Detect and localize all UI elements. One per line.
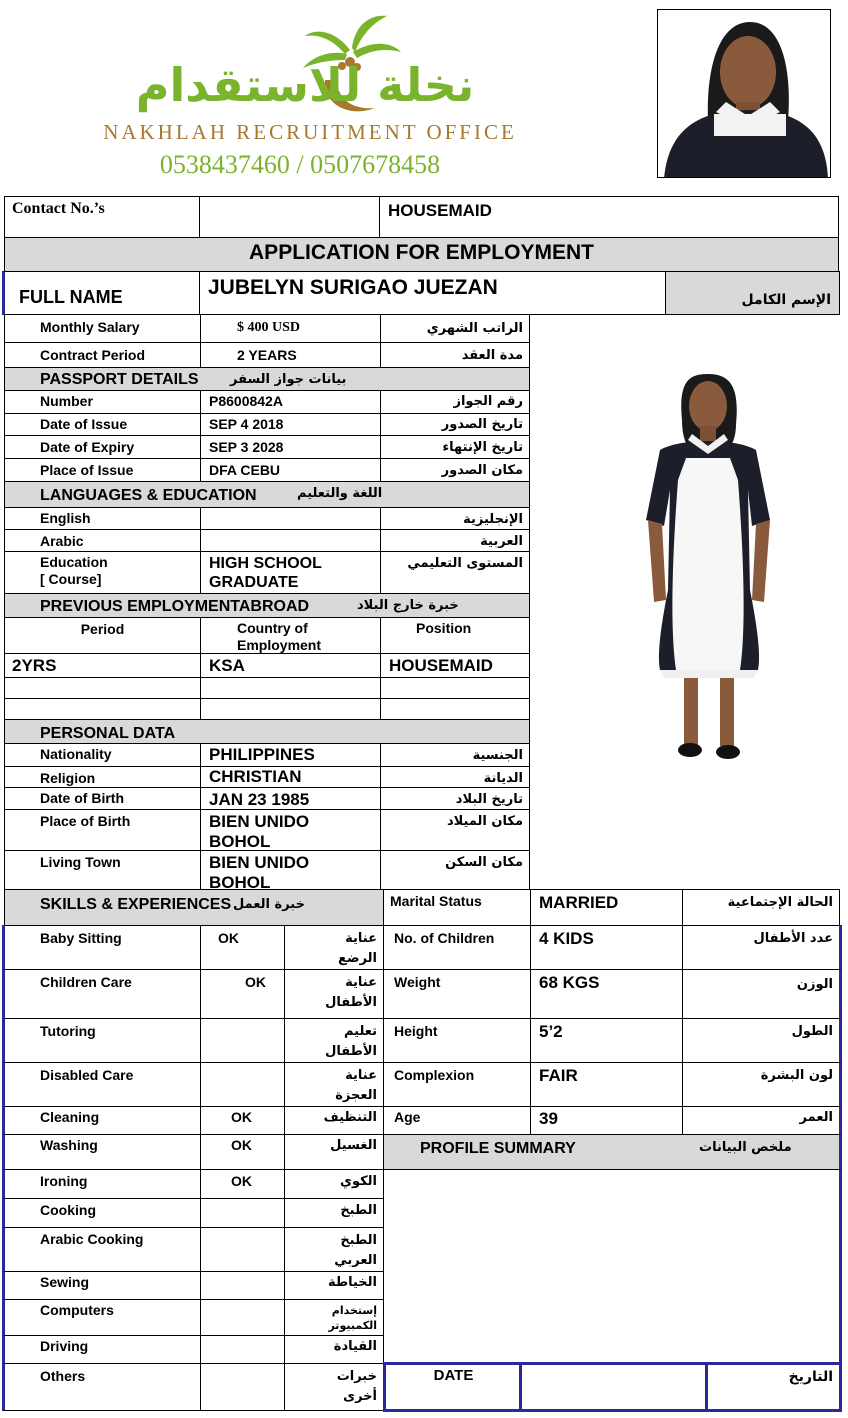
skill-value-computers — [200, 1299, 285, 1336]
previous-empty-cell — [200, 677, 381, 699]
place-of-birth-label: Place of Birth — [4, 809, 201, 851]
logo-arabic-text: نخلة للاستقدام — [135, 58, 475, 112]
age-arabic: العمر — [682, 1106, 842, 1135]
age-label: Age — [383, 1106, 531, 1135]
skill-label-disabled-care: Disabled Care — [2, 1062, 201, 1107]
english-level-field — [200, 507, 381, 530]
profile-summary-header — [383, 1134, 842, 1170]
education-value — [200, 551, 381, 594]
skills-section-title-arabic: خبرة العمل — [233, 897, 305, 912]
skill-arabic-line1: خبرات — [336, 1369, 377, 1384]
education-label-line2: [ Course] — [40, 571, 102, 587]
date-of-expiry-arabic: تاريخ الإنتهاء — [380, 435, 530, 459]
monthly-salary-arabic: الراتب الشهري — [380, 314, 530, 343]
arabic-level-field — [200, 529, 381, 552]
company-logo — [40, 8, 580, 186]
previous-empty-cell — [200, 698, 381, 720]
complexion-arabic: لون البشرة — [682, 1062, 842, 1107]
personal-data-header: PERSONAL DATA — [4, 719, 530, 744]
skill-arabic-line1: عناية — [345, 931, 377, 946]
skill-arabic-line1: إستخدام — [331, 1304, 377, 1317]
skill-arabic-others — [284, 1363, 384, 1411]
skill-arabic-baby-sitting — [284, 925, 384, 970]
skill-label-cooking: Cooking — [2, 1198, 201, 1228]
living-town-arabic: مكان السكن — [380, 850, 530, 890]
date-of-expiry-value: SEP 3 2028 — [200, 435, 381, 459]
height-label: Height — [383, 1018, 531, 1063]
skill-value-arabic-cooking — [200, 1227, 285, 1272]
contact-number-field[interactable] — [199, 196, 380, 238]
education-value-line2: GRADUATE — [209, 574, 299, 591]
date-of-issue-value: SEP 4 2018 — [200, 413, 381, 436]
full-name-arabic-label: الإسم الكامل — [665, 271, 840, 315]
skill-label-arabic-cooking: Arabic Cooking — [2, 1227, 201, 1272]
skill-arabic-disabled-care — [284, 1062, 384, 1107]
religion-arabic: الديانة — [380, 766, 530, 788]
full-body-photo — [590, 340, 830, 770]
previous-period-value: 2YRS — [4, 653, 201, 678]
complexion-label: Complexion — [383, 1062, 531, 1107]
skill-arabic-line1: تعليم — [343, 1024, 377, 1039]
children-arabic: عدد الأطفال — [682, 925, 842, 970]
children-label: No. of Children — [383, 925, 531, 970]
complexion-value: FAIR — [530, 1062, 683, 1107]
languages-section-header — [4, 481, 530, 508]
contract-period-value: 2 YEARS — [200, 342, 381, 368]
place-of-birth-value — [200, 809, 381, 851]
previous-empty-cell — [380, 677, 530, 699]
skill-arabic-computers — [284, 1299, 384, 1336]
skill-label-sewing: Sewing — [2, 1271, 201, 1300]
country-column-header-line1: Country of — [237, 620, 308, 636]
full-name-label: FULL NAME — [2, 271, 200, 315]
previous-position-value: HOUSEMAID — [380, 653, 530, 678]
date-of-expiry-label: Date of Expiry — [4, 435, 201, 459]
period-column-header: Period — [4, 617, 201, 654]
previous-country-value: KSA — [200, 653, 381, 678]
marital-status-value: MARRIED — [530, 889, 683, 926]
contract-period-label: Contract Period — [4, 342, 201, 368]
arabic-label: Arabic — [4, 529, 201, 552]
living-town-line2: BOHOL — [209, 873, 271, 890]
skill-arabic-line2: الأطفال — [325, 995, 377, 1010]
skill-value-washing: OK — [200, 1134, 285, 1170]
passport-section-header — [4, 367, 530, 391]
religion-label: Religion — [4, 766, 201, 788]
religion-value: CHRISTIAN — [200, 766, 381, 788]
skill-value-cooking — [200, 1198, 285, 1228]
skill-label-others: Others — [2, 1363, 201, 1411]
passport-section-title: PASSPORT DETAILS — [40, 371, 199, 388]
skill-arabic-cooking: الطبخ — [284, 1198, 384, 1228]
previous-employment-title-arabic: خبرة خارج البلاد — [357, 598, 459, 613]
skill-arabic-children-care — [284, 969, 384, 1019]
skill-value-baby-sitting: OK — [200, 925, 285, 970]
skills-section-header — [4, 889, 384, 926]
skill-arabic-line1: عناية — [345, 1068, 377, 1083]
skill-arabic-washing: الغسيل — [284, 1134, 384, 1170]
living-town-label: Living Town — [4, 850, 201, 890]
languages-section-title: LANGUAGES & EDUCATION — [40, 487, 257, 504]
skill-value-tutoring — [200, 1018, 285, 1063]
portrait-photo — [657, 9, 831, 178]
skill-arabic-line2: أخرى — [343, 1389, 377, 1404]
skill-arabic-ironing: الكوي — [284, 1169, 384, 1199]
nationality-value: PHILIPPINES — [200, 743, 381, 767]
skill-label-baby-sitting: Baby Sitting — [2, 925, 201, 970]
skill-arabic-sewing: الخياطة — [284, 1271, 384, 1300]
passport-section-title-arabic: بيانات جواز السفر — [230, 372, 347, 387]
weight-arabic: الوزن — [682, 969, 842, 1019]
skill-label-cleaning: Cleaning — [2, 1106, 201, 1135]
place-of-issue-arabic: مكان الصدور — [380, 458, 530, 482]
nationality-arabic: الجنسية — [380, 743, 530, 767]
skill-label-computers: Computers — [2, 1299, 201, 1336]
skill-label-children-care: Children Care — [2, 969, 201, 1019]
position-column-header: Position — [380, 617, 530, 654]
skill-value-cleaning: OK — [200, 1106, 285, 1135]
skill-value-ironing: OK — [200, 1169, 285, 1199]
place-of-birth-arabic: مكان الميلاد — [380, 809, 530, 851]
previous-employment-title: PREVIOUS EMPLOYMENTABROAD — [40, 598, 310, 615]
skill-value-sewing — [200, 1271, 285, 1300]
nationality-label: Nationality — [4, 743, 201, 767]
date-label: DATE — [383, 1362, 522, 1412]
marital-status-arabic: الحالة الإجتماعية — [682, 889, 840, 926]
living-town-value — [200, 850, 381, 890]
skill-value-driving — [200, 1335, 285, 1364]
logo-english-text: NAKHLAH RECRUITMENT OFFICE — [103, 120, 517, 144]
weight-value: 68 KGS — [530, 969, 683, 1019]
header — [0, 0, 848, 196]
education-value-line1: HIGH SCHOOL — [209, 555, 322, 572]
country-column-header-line2: Employment — [237, 637, 322, 653]
skill-label-washing: Washing — [2, 1134, 201, 1170]
education-label-line1: Education — [40, 554, 108, 570]
english-label: English — [4, 507, 201, 530]
skill-arabic-line1: الطبخ — [340, 1233, 377, 1248]
contact-label: Contact No.’s — [4, 196, 200, 238]
passport-number-arabic: رقم الجواز — [380, 390, 530, 414]
skill-value-disabled-care — [200, 1062, 285, 1107]
monthly-salary-value: $ 400 USD — [200, 314, 381, 343]
previous-employment-header — [4, 593, 530, 618]
place-of-issue-value: DFA CEBU — [200, 458, 381, 482]
education-arabic: المستوى التعليمي — [380, 551, 530, 594]
profile-summary-title-arabic: ملخص البيانات — [699, 1140, 792, 1155]
date-of-issue-label: Date of Issue — [4, 413, 201, 436]
skill-arabic-arabic-cooking — [284, 1227, 384, 1272]
date-of-birth-arabic: تاريخ البلاد — [380, 787, 530, 810]
skill-value-children-care: OK — [200, 969, 285, 1019]
arabic-arabic: العربية — [380, 529, 530, 552]
position-applied: HOUSEMAID — [379, 196, 839, 238]
languages-section-title-arabic: اللغة والتعليم — [297, 486, 383, 501]
place-of-birth-line1: BIEN UNIDO — [209, 812, 310, 831]
date-arabic-label: التاريخ — [705, 1362, 842, 1412]
place-of-issue-label: Place of Issue — [4, 458, 201, 482]
living-town-line1: BIEN UNIDO — [209, 853, 310, 872]
skill-label-tutoring: Tutoring — [2, 1018, 201, 1063]
date-field[interactable] — [519, 1362, 708, 1412]
marital-status-label: Marital Status — [383, 889, 531, 926]
country-column-header — [200, 617, 381, 654]
monthly-salary-label: Monthly Salary — [4, 314, 201, 343]
date-of-issue-arabic: تاريخ الصدور — [380, 413, 530, 436]
skill-arabic-driving: القيادة — [284, 1335, 384, 1364]
skill-value-others — [200, 1363, 285, 1411]
skill-arabic-line2: العربي — [334, 1253, 377, 1268]
skill-arabic-cleaning: التنظيف — [284, 1106, 384, 1135]
skills-section-title: SKILLS & EXPERIENCES — [40, 896, 232, 913]
weight-label: Weight — [383, 969, 531, 1019]
profile-summary-box[interactable] — [383, 1169, 842, 1365]
date-of-birth-value: JAN 23 1985 — [200, 787, 381, 810]
passport-number-value: P8600842A — [200, 390, 381, 414]
place-of-birth-line2: BOHOL — [209, 832, 271, 851]
full-name-value: JUBELYN SURIGAO JUEZAN — [199, 271, 666, 315]
age-value: 39 — [530, 1106, 683, 1135]
form-title: APPLICATION FOR EMPLOYMENT — [4, 237, 839, 272]
skill-arabic-line2: الرضع — [338, 951, 377, 966]
previous-empty-row — [4, 677, 201, 699]
skill-arabic-line2: الكمبيوتر — [328, 1319, 377, 1332]
date-of-birth-label: Date of Birth — [4, 787, 201, 810]
education-label — [4, 551, 201, 594]
previous-empty-row — [4, 698, 201, 720]
passport-number-label: Number — [4, 390, 201, 414]
children-value: 4 KIDS — [530, 925, 683, 970]
skill-label-ironing: Ironing — [2, 1169, 201, 1199]
skill-arabic-tutoring — [284, 1018, 384, 1063]
previous-empty-cell — [380, 698, 530, 720]
height-value: 5’2 — [530, 1018, 683, 1063]
english-arabic: الإنجليزية — [380, 507, 530, 530]
skill-arabic-line2: الأطفال — [325, 1044, 377, 1059]
skill-arabic-line1: عناية — [345, 975, 377, 990]
skill-arabic-line2: العجزة — [335, 1088, 377, 1103]
skill-label-driving: Driving — [2, 1335, 201, 1364]
height-arabic: الطول — [682, 1018, 842, 1063]
contract-period-arabic: مدة العقد — [380, 342, 530, 368]
profile-summary-title: PROFILE SUMMARY — [420, 1140, 576, 1157]
phone-numbers: 0538437460 / 0507678458 — [159, 150, 441, 179]
